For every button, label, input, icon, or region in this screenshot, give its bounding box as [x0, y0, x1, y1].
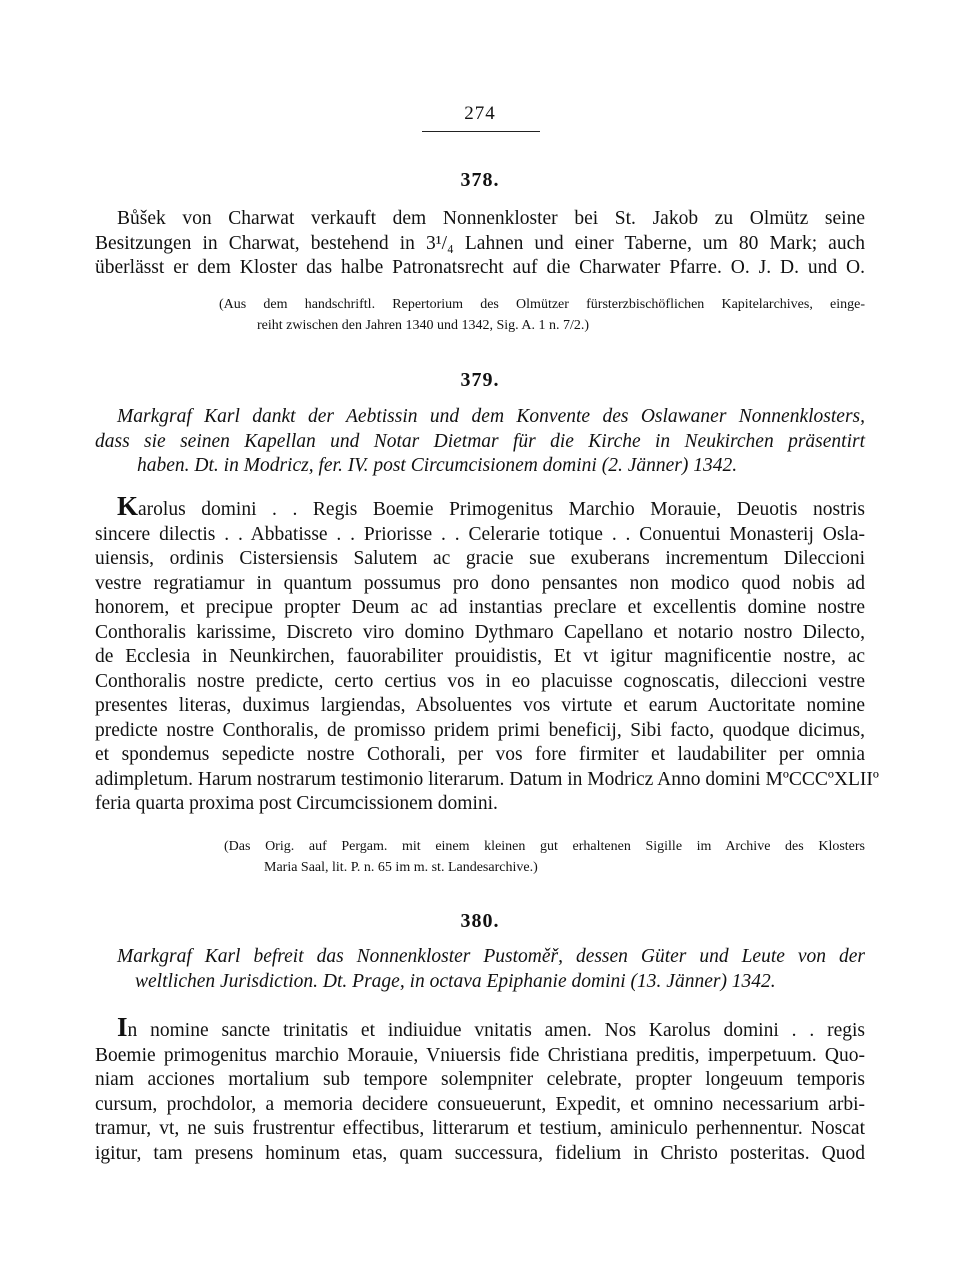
- header-rule: [422, 131, 540, 132]
- regest-line: Besitzungen in Charwat, bestehend in 3¹/₄ Lahnen und einer Taberne, um 80 Mark; auch: [95, 232, 865, 254]
- text-line: igitur, tam presens hominum etas, quam successura, fidelium in Christo posteritas. Quod: [95, 1142, 865, 1164]
- regest-379: [95, 405, 865, 479]
- text-line: predicte nostre Conthoralis, de promisso pridem primi beneficij, Sibi facto, quodque dicimus,: [95, 719, 865, 741]
- text-line: et spondemus sepedicte nostre Cothorali, per vos fore firmiter et laudabiliter per omnia: [95, 744, 865, 765]
- source-note-378: [219, 294, 865, 336]
- text-line: niam acciones mortalium sub tempore solempniter celebrate, propter longeuum temporis: [95, 1069, 865, 1090]
- text-line: Conthoralis karissime, Discreto viro domino Dythmaro Capellano et notario nostro Dilecto,: [95, 621, 865, 643]
- entry-number-380: 380.: [460, 910, 500, 932]
- text-line: uiensis, ordinis Cistersiensis Salutem ac gracie sue exuberans incrementum Dileccioni: [95, 548, 865, 569]
- regest-line: haben. Dt. in Modricz, fer. IV. post Circumcisionem domini (2. Jänner) 1342.: [137, 455, 738, 476]
- text-line: In nomine sancte trinitatis et indiuidue vnitatis amen. Nos Karolus domini . . regis: [117, 1012, 865, 1042]
- regest-line: Markgraf Karl befreit das Nonnenkloster Pustoměř, dessen Güter und Leute von der: [117, 946, 865, 967]
- text-line: adimpletum. Harum nostrarum testimonio literarum. Datum in Modricz Anno domini MºCCCºXLIIº: [95, 768, 879, 790]
- text-line: de Ecclesia in Neunkirchen, fauorabiliter prouidistis, Et vt igitur magnificentie nostre, ac: [95, 646, 865, 667]
- text-line: Conthoralis nostre predicte, certo certius vos in eo placuisse cognoscatis, dileccioni vestre: [95, 670, 865, 692]
- page-number: 274: [464, 103, 496, 124]
- regest-line: Bůšek von Charwat verkauft dem Nonnenkloster bei St. Jakob zu Olmütz seine: [117, 208, 865, 229]
- entry-number-379: 379.: [460, 369, 500, 391]
- document-text-380: [95, 1012, 865, 1166]
- note-line: Maria Saal, lit. P. n. 65 im m. st. Landesarchive.): [264, 860, 538, 875]
- regest-378: [95, 207, 865, 281]
- regest-line: überlässt er dem Kloster das halbe Patronatsrecht auf die Charwater Pfarre. O. J. D. und O.: [95, 257, 865, 278]
- initial-letter: K: [117, 491, 139, 521]
- regest-line: dass sie seinen Kapellan und Notar Dietmar für die Kirche in Neukirchen präsentirt: [95, 430, 865, 452]
- text-line: Karolus domini . . Regis Boemie Primogenitus Marchio Morauie, Deuotis nostris: [117, 491, 865, 521]
- text-line: presentes literas, duximus largiendas, Absoluentes vos virtute et earum Auctoritate nomine: [95, 695, 865, 716]
- text-line: feria quarta proxima post Circumcissionem domini.: [95, 793, 498, 814]
- text-line: cursum, prochdolor, a memoria decidere consueuerunt, Expedit, et omnino necessarium arbi-: [95, 1093, 865, 1115]
- regest-line: Markgraf Karl dankt der Aebtissin und dem Konvente des Oslawaner Nonnenklosters,: [117, 406, 865, 427]
- note-line: (Das Orig. auf Pergam. mit einem kleinen gut erhaltenen Sigille im Archive des Klosters: [224, 839, 865, 854]
- text-line: sincere dilectis . . Abbatisse . . Priorisse . . Celerarie totique . . Conuentui Monasterij Osla-: [95, 523, 865, 545]
- text-line: tramur, vt, ne suis frustrentur effectibus, litterarum et testium, aminiculo perhennentur. Noscat: [95, 1118, 865, 1139]
- source-note-379: [224, 836, 865, 878]
- initial-letter: I: [117, 1012, 128, 1042]
- text-line: Boemie primogenitus marchio Morauie, Vniuersis fide Christiana preditis, imperpetuum. Quo-: [95, 1044, 865, 1066]
- note-line: (Aus dem handschriftl. Repertorium des Olmützer fürsterzbischöflichen Kapitelarchives, einge-: [219, 297, 865, 312]
- text-line: vestre regratiamur in quantum possumus pro dono pensantes non modico quod nobis ad: [95, 572, 865, 594]
- text-line: honorem, et precipue propter Deum ac ad instantias preclare et excellentis domine nostre: [95, 597, 865, 618]
- note-line: reiht zwischen den Jahren 1340 und 1342, Sig. A. 1 n. 7/2.): [257, 318, 590, 333]
- regest-380: [95, 945, 865, 994]
- entry-number-378: 378.: [460, 169, 500, 191]
- document-text-379: [95, 491, 879, 817]
- regest-line: weltlichen Jurisdiction. Dt. Prage, in octava Epiphanie domini (13. Jänner) 1342.: [135, 970, 776, 992]
